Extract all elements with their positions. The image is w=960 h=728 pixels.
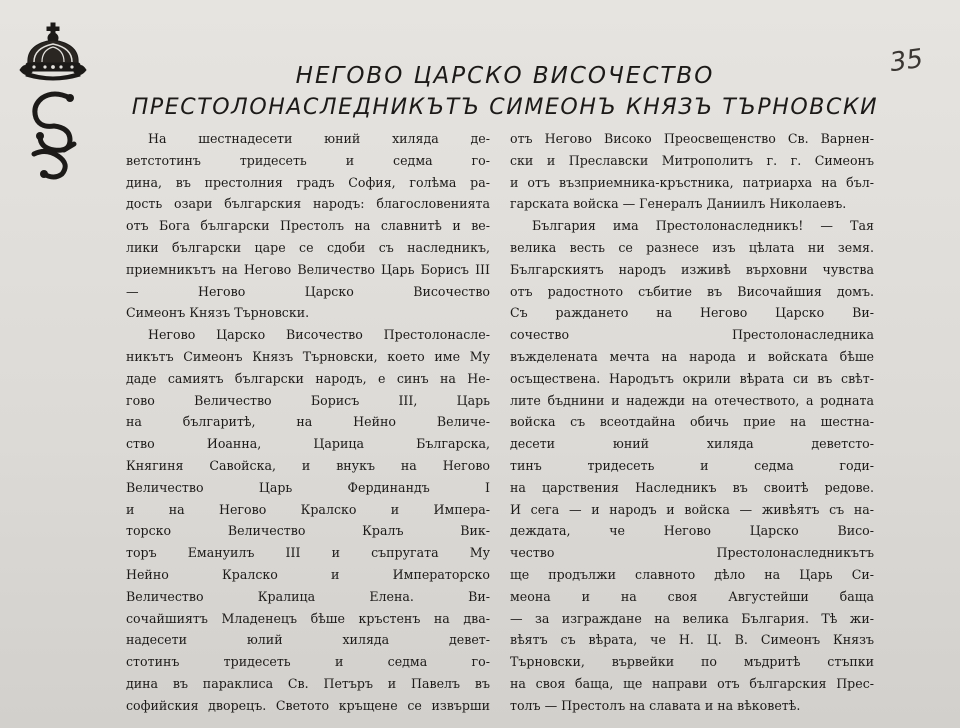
title-line-2: ПРЕСТОЛОНАСЛЕДНИКЪТЪ СИМЕОНЪ КНЯЗЪ ТЪРНОВСКИ	[131, 95, 879, 120]
left-text-column	[126, 128, 490, 717]
text-line: софийския дворецъ. Светото кръщене се извърши	[126, 697, 490, 713]
text-line: вѣятъ съ вѣрата, че Н. Ц. В. Симеонъ Князъ	[510, 632, 874, 648]
text-line: даде самиятъ български народъ, е синъ на Не-	[126, 370, 490, 386]
text-line: ство Иоанна, Царица Българска,	[126, 436, 490, 452]
text-line: Нейно Кралско и Императорско	[126, 566, 490, 582]
text-line: Българскиятъ народъ изживѣ върховни чувства	[510, 261, 874, 277]
text-line: — Негово Царско Височество	[126, 283, 490, 299]
text-line: ще продължи славното дѣло на Царь Си-	[510, 566, 874, 582]
text-line: на царствения Наследникъ въ своитѣ редове.	[510, 479, 874, 495]
crown-icon	[18, 22, 88, 82]
text-line: и на Негово Кралско и Импера-	[126, 501, 490, 517]
text-line: стотинъ тридесеть и седма го-	[126, 654, 490, 670]
page-number: 35	[888, 43, 926, 79]
page-title	[120, 60, 890, 124]
text-line: отъ радостното събитие въ Височайшия домъ.	[510, 283, 874, 299]
title-line-1: НЕГОВО ЦАРСКО ВИСОЧЕСТВО	[295, 63, 715, 89]
text-line: лики български царе се сдоби съ наследникъ,	[126, 239, 490, 255]
text-line: На шестнадесети юний хиляда де-	[148, 131, 490, 146]
text-line: тинъ тридесеть и седма годи-	[510, 457, 874, 473]
text-line: дость озари българския народъ: благословенията	[126, 196, 490, 212]
text-line: меона и на своя Августейши баща	[510, 588, 874, 604]
text-line: Негово Царско Височество Престолонасле-	[148, 327, 490, 343]
text-line: осъществена. Народътъ окрили вѣрата си въ свѣт-	[510, 370, 874, 386]
text-line: сочайшиятъ Младенецъ бѣше кръстенъ на два-	[126, 610, 490, 626]
text-line: велика весть се разнесе изъ цѣлата ни земя.	[510, 239, 874, 255]
right-text-column	[510, 128, 874, 717]
text-line: И сега — и народъ и войска — живѣятъ съ на-	[510, 501, 874, 517]
text-line: дина, въ престолния градъ София, голѣма ра-	[126, 174, 490, 190]
text-line: торско Величество Кралъ Вик-	[126, 523, 490, 539]
text-line: ветстотинъ тридесеть и седма го-	[126, 152, 490, 168]
text-line: на българитѣ, на Нейно Величе-	[126, 414, 490, 430]
text-line: — за изграждане на велика България. Тѣ жи-	[510, 610, 874, 626]
text-line: чество Престолонаследникътъ	[510, 545, 874, 561]
text-line: Симеонъ Князъ Търновски.	[126, 305, 310, 321]
text-line: Величество Кралица Елена. Ви-	[126, 588, 490, 604]
text-line: деждата, че Негово Царско Висо-	[510, 523, 874, 539]
text-line: надесети юлий хиляда девет-	[126, 632, 490, 648]
text-line: отъ Негово Високо Преосвещенство Св. Варнен-	[510, 131, 874, 146]
text-line: Съ раждането на Негово Царско Ви-	[510, 305, 874, 321]
text-line: Величество Царь Фердинандъ I	[126, 479, 490, 495]
text-line: толъ — Престолъ на славата и на вѣковетѣ.	[510, 697, 801, 713]
text-line: и отъ възприемника-кръстника, патриарха на бъл-	[510, 174, 874, 190]
text-line: приемникътъ на Негово Величество Царь Борисъ III	[126, 261, 490, 277]
royal-emblem	[18, 22, 88, 180]
text-line: ски и Преславски Митрополитъ г. г. Симеонъ	[510, 152, 874, 168]
text-line: гово Величество Борисъ III, Царь	[126, 392, 490, 408]
text-line: Търновски, вървейки по мъдритѣ стъпки	[510, 654, 874, 670]
monogram-icon	[26, 88, 82, 180]
text-line: торъ Емануилъ III и съпругата Му	[126, 545, 490, 561]
text-line: войска съ всеотдайна обичь прие на шестна-	[510, 414, 874, 430]
text-line: дина въ параклиса Св. Петъръ и Павелъ въ	[126, 675, 490, 691]
text-line: Княгиня Савойска, и внукъ на Негово	[126, 457, 490, 473]
text-line: гарската войска — Генералъ Даниилъ Николаевъ.	[510, 196, 847, 212]
text-line: България има Престолонаследникъ! — Тая	[532, 218, 874, 234]
text-line: на своя баща, ще направи отъ българския Прес-	[510, 675, 874, 691]
text-line: отъ Бога български Престолъ на славнитѣ и ве-	[126, 218, 490, 234]
text-line: лите бъднини и надежди на отечеството, а родната	[510, 392, 874, 408]
text-line: въжделената мечта на народа и войската бѣше	[510, 348, 874, 364]
text-line: десети юний хиляда деветсто-	[510, 436, 874, 452]
text-line: сочество Престолонаследника	[510, 327, 874, 343]
text-line: никътъ Симеонъ Князъ Търновски, което име Му	[126, 348, 490, 364]
